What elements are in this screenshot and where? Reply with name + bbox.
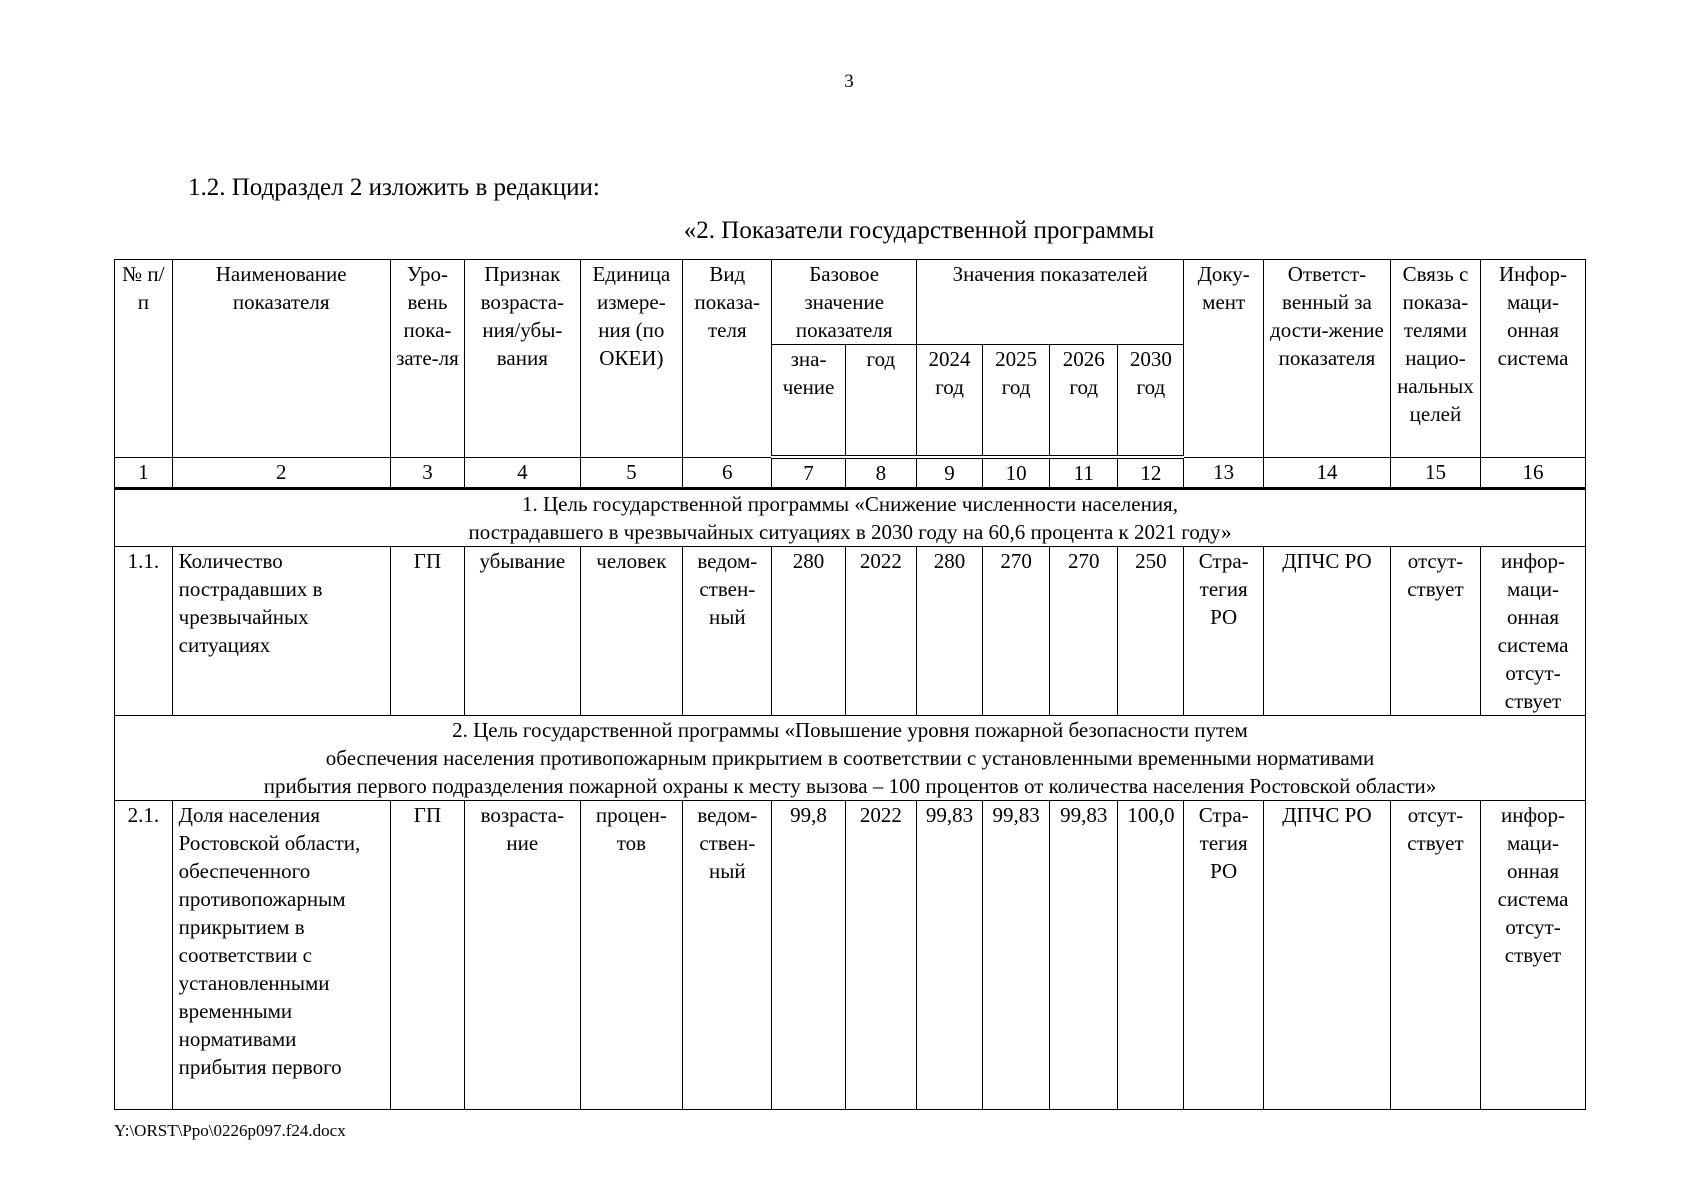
hdr-base-value: зна-чение (772, 345, 845, 458)
hdr-2026: 2026 год (1050, 345, 1118, 458)
document: Стра-тегия РО (1184, 547, 1264, 716)
table-row (115, 547, 1586, 716)
responsible: ДПЧС РО (1264, 801, 1391, 1110)
goal-1-line: 1. Цель государственной программы «Снижение численности населения, (522, 492, 1178, 516)
section-title: «2. Показатели государственной программы (683, 217, 1155, 244)
hdr-base-year: год (845, 345, 916, 458)
information-system: инфор-маци-онная система отсут-ствует (1481, 547, 1586, 716)
col-number: 9 (917, 457, 983, 489)
amendment-intro: 1.2. Подраздел 2 изложить в редакции: (188, 174, 600, 201)
indicator-unit: процен-тов (580, 801, 683, 1110)
hdr-kind: Вид показа-теля (683, 260, 772, 458)
goal-1-line: пострадавшего в чрезвычайных ситуациях в 2030 году на 60,6 процента к 2021 году» (468, 520, 1232, 544)
hdr-doc: Доку-мент (1184, 260, 1264, 458)
indicator-kind: ведом-ствен-ный (683, 547, 772, 716)
hdr-level: Уро-вень пока-зате-ля (390, 260, 464, 458)
hdr-2030: 2030 год (1118, 345, 1184, 458)
base-value: 280 (772, 547, 845, 716)
hdr-name: Наименование показателя (172, 260, 390, 458)
row-num: 2.1. (115, 801, 173, 1110)
hdr-num: № п/п (115, 260, 173, 458)
base-year: 2022 (845, 547, 916, 716)
col-number: 5 (580, 457, 683, 489)
table-row (115, 801, 1586, 1110)
base-year: 2022 (845, 801, 916, 1110)
indicator-level: ГП (390, 547, 464, 716)
col-number: 4 (465, 457, 580, 489)
column-numbers-row (115, 457, 1586, 489)
indicator-unit: человек (580, 547, 683, 716)
hdr-unit: Единица измере-ния (по ОКЕИ) (580, 260, 683, 458)
hdr-2024: 2024 год (917, 345, 983, 458)
file-path-footer: Y:\ORST\Ppo\0226p097.f24.docx (114, 1121, 346, 1140)
col-number: 2 (172, 457, 390, 489)
document: Стра-тегия РО (1184, 801, 1264, 1110)
goal-2-line: прибытия первого подразделения пожарной охраны к месту вызова – 100 процентов от количества населения Ростовской области» (263, 774, 1437, 798)
value-2026: 99,83 (1050, 801, 1118, 1110)
hdr-link: Связь с показа-телями нацио-нальных целей (1390, 260, 1480, 458)
col-number: 1 (115, 457, 173, 489)
hdr-resp: Ответст-венный за дости-жение показателя (1264, 260, 1391, 458)
indicators-table (114, 259, 1586, 1110)
col-number: 12 (1118, 457, 1184, 489)
hdr-base: Базовое значение показателя (772, 260, 917, 345)
col-number: 15 (1390, 457, 1480, 489)
hdr-sign: Признак возраста-ния/убы-вания (465, 260, 580, 458)
value-2030: 250 (1118, 547, 1184, 716)
value-2025: 270 (983, 547, 1050, 716)
col-number: 14 (1264, 457, 1391, 489)
goal-1-row (115, 489, 1586, 547)
col-number: 6 (683, 457, 772, 489)
value-2025: 99,83 (983, 801, 1050, 1110)
indicator-sign: убывание (465, 547, 580, 716)
national-goal-link: отсут-ствует (1390, 801, 1480, 1110)
indicator-sign: возраста-ние (465, 801, 580, 1110)
goal-2-row (115, 716, 1586, 801)
information-system: инфор-маци-онная система отсут-ствует (1481, 801, 1586, 1110)
goal-2 (115, 716, 1586, 801)
col-number: 11 (1050, 457, 1118, 489)
hdr-info: Инфор-маци-онная система (1481, 260, 1586, 458)
responsible: ДПЧС РО (1264, 547, 1391, 716)
goal-2-line: 2. Цель государственной программы «Повышение уровня пожарной безопасности путем (452, 718, 1248, 742)
indicator-name: Доля населения Ростовской области, обеспеченного противопожарным прикрытием в соответствии с установленными временными нормативами прибытия первого (172, 801, 390, 1110)
goal-2-line: обеспечения населения противопожарным прикрытием в соответствии с установленными временными нормативами (325, 746, 1375, 770)
col-number: 13 (1184, 457, 1264, 489)
value-2026: 270 (1050, 547, 1118, 716)
col-number: 10 (983, 457, 1050, 489)
base-value: 99,8 (772, 801, 845, 1110)
goal-1 (115, 489, 1586, 547)
hdr-2025: 2025 год (983, 345, 1050, 458)
value-2024: 99,83 (917, 801, 983, 1110)
value-2030: 100,0 (1118, 801, 1184, 1110)
page-number: 3 (844, 71, 854, 92)
col-number: 7 (772, 457, 845, 489)
col-number: 3 (390, 457, 464, 489)
indicator-name: Количество пострадавших в чрезвычайных ситуациях (172, 547, 390, 716)
national-goal-link: отсут-ствует (1390, 547, 1480, 716)
row-num: 1.1. (115, 547, 173, 716)
col-number: 16 (1481, 457, 1586, 489)
hdr-values: Значения показателей (917, 260, 1184, 345)
col-number: 8 (845, 457, 916, 489)
indicator-kind: ведом-ствен-ный (683, 801, 772, 1110)
value-2024: 280 (917, 547, 983, 716)
indicator-level: ГП (390, 801, 464, 1110)
